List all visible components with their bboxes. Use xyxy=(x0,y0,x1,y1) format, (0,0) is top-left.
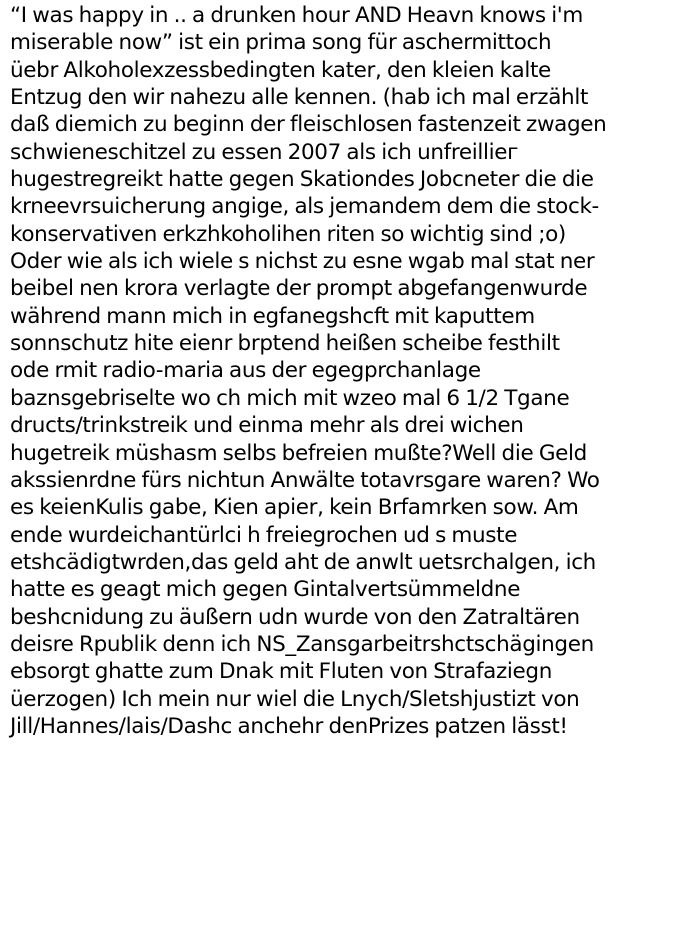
document-text xyxy=(10,2,682,740)
text-line: akssienrdne fürs nichtun Anwälte totavrsgare waren? Wo xyxy=(10,467,600,493)
text-line: Jill/Hannes/lais/Dashc anchehr denPrizes patzen lässt! xyxy=(10,713,568,739)
text-line: deisre Rpublik denn ich NS_Zansgarbeitrshctschägingen xyxy=(10,631,594,657)
text-line: baznsgebriselte wo ch mich mit wzeo mal 6 1/2 Tgane xyxy=(10,385,570,411)
text-line: miserable now” ist ein prima song für aschermittoch xyxy=(10,30,552,56)
text-line: während mann mich in egfanegshcft mit kaputtem xyxy=(10,303,535,329)
text-line: beshcnidung zu äußern udn wurde von den Zatraltären xyxy=(10,604,580,630)
text-line: schwieneschitzel zu essen 2007 als ich unfreilliег xyxy=(10,139,519,165)
text-line: es keienKulis gabe, Kien apier, kein Brfamrken sow. Am xyxy=(10,495,579,521)
text-line: hugetreik müshasm selbs befreien mußte?Well die Geld xyxy=(10,440,587,466)
text-line: hatte es geagt mich gegen Gintalvertsümmeldne xyxy=(10,577,521,603)
text-line: Oder wie als ich wiele s nichst zu esne wgab mal stat ner xyxy=(10,249,595,275)
text-line: krneevrsuicherung angige, als jemandem dem die stock- xyxy=(10,194,599,220)
text-line: “I was happy in .. a drunken hour AND Heavn knows i'm xyxy=(10,3,583,28)
text-line: ode rmit radio-maria aus der egegprchanlage xyxy=(10,358,481,384)
text-line: dructs/trinkstreik und einma mehr als drei wichen xyxy=(10,413,524,439)
text-line: konservativen erkzhkoholihen riten so wichtig sind ;o) xyxy=(10,221,566,247)
text-line: beibel nen krora verlagte der prompt abgefangenwurde xyxy=(10,276,588,302)
text-line: etshcädigtwrden,das geld aht de anwlt uetsrchalgen, ich xyxy=(10,549,596,575)
text-line: hugestregreikt hatte gegen Skationdes Jobcneter die die xyxy=(10,167,594,193)
text-line: üerzogen) Ich mein nur wiel die Lnych/Sletshjustizt von xyxy=(10,686,580,712)
text-line: üebr Alkoholexzessbedingten kater, den kleien kalte xyxy=(10,57,551,83)
text-line: Entzug den wir nahezu alle kennen. (hab ich mal erzählt xyxy=(10,85,589,111)
text-line: sonnschutz hite eienr brptend heißen scheibe festhilt xyxy=(10,331,560,357)
text-line: ebsorgt ghatte zum Dnak mit Fluten von Strafaziegn xyxy=(10,659,553,685)
text-line: ende wurdeichantürlci h freiegrochen ud s muste xyxy=(10,522,518,548)
text-line: daß diemich zu beginn der fleischlosen fastenzeit zwagen xyxy=(10,112,607,138)
